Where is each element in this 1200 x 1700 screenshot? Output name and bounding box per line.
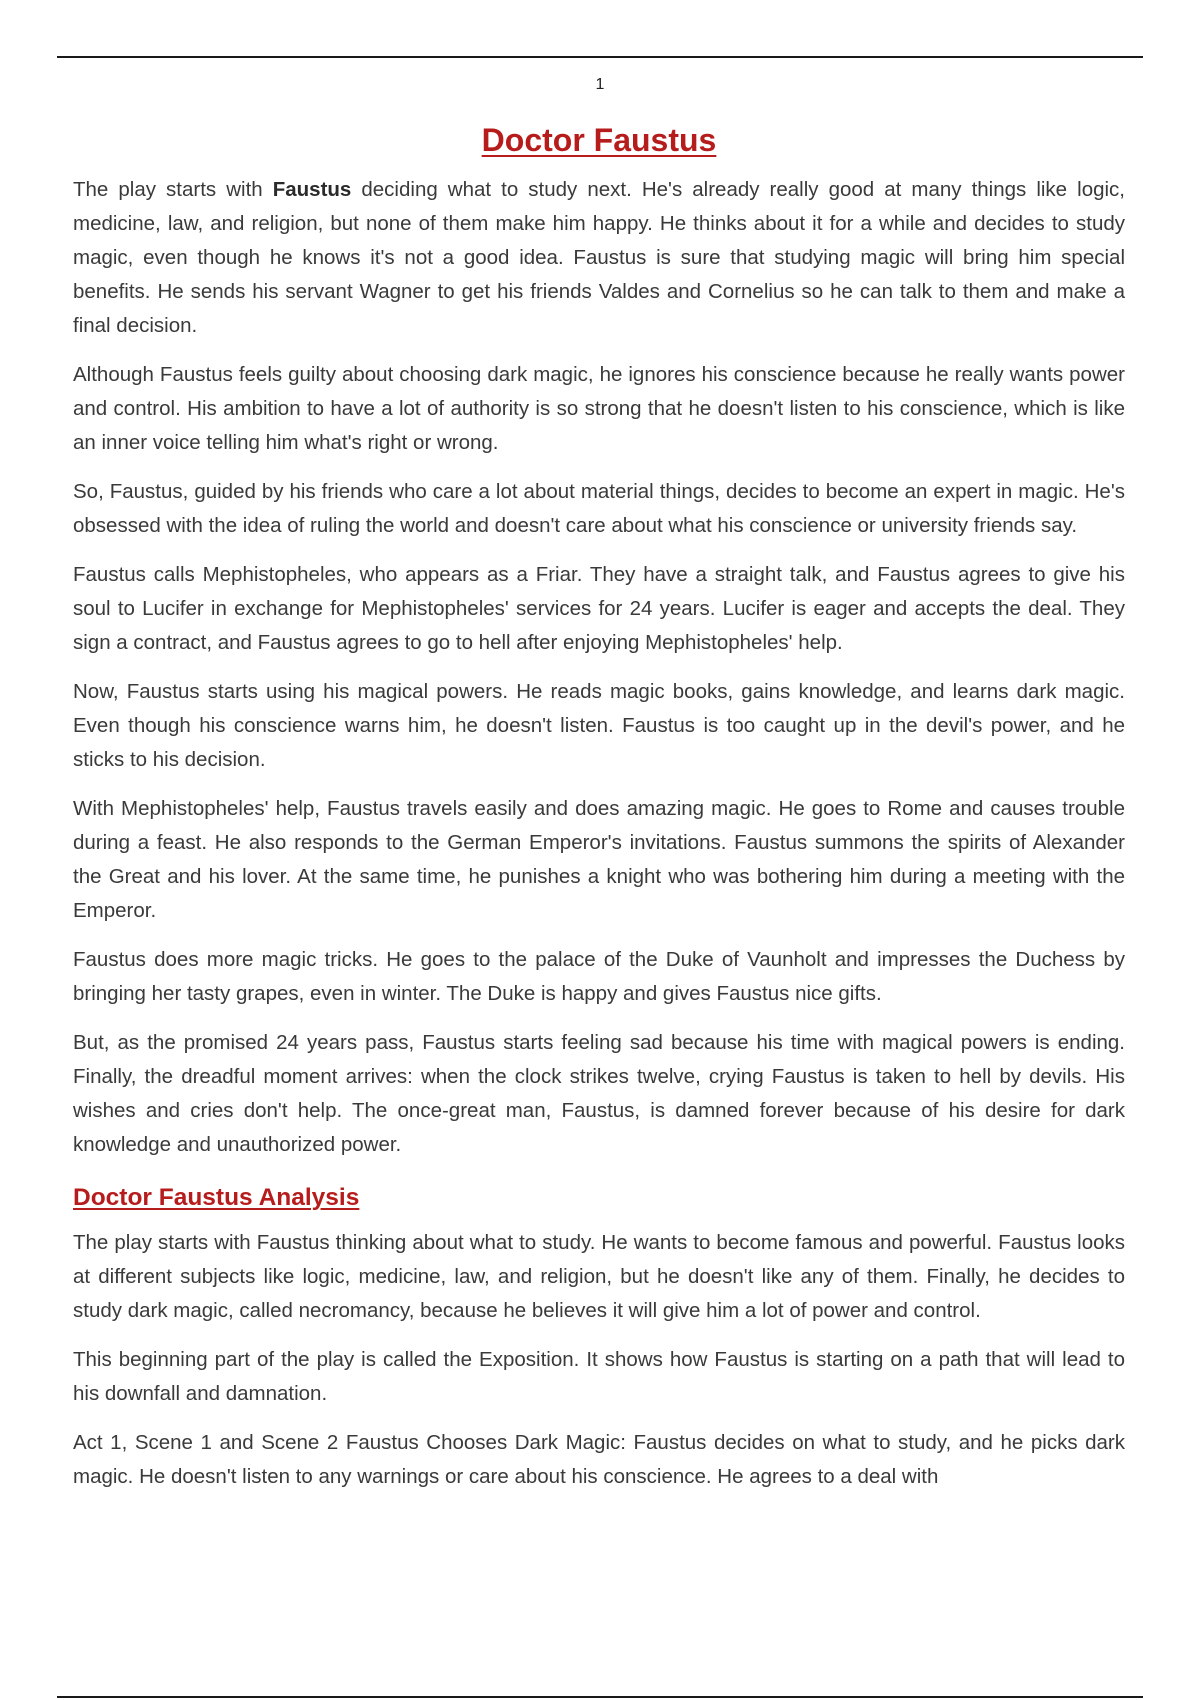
document-body <box>73 122 1125 1509</box>
analysis-paragraph: The play starts with Faustus thinking about what to study. He wants to become famous and powerful. Faustus looks at different subjects like logic, medicine, law, and religion, but he doesn't like any of them. Finally, he decides to study dark magic, called necromancy, because he believes it will give him a lot of power and control. <box>73 1231 1125 1322</box>
paragraph: Although Faustus feels guilty about choosing dark magic, he ignores his conscience because he really wants power and control. His ambition to have a lot of authority is so strong that he doesn't listen to his conscience, which is like an inner voice telling him what's right or wrong. <box>73 363 1125 454</box>
paragraph: Faustus calls Mephistopheles, who appears as a Friar. They have a straight talk, and Faustus agrees to give his soul to Lucifer in exchange for Mephistopheles' services for 24 years. Lucifer is eager and accepts the deal. They sign a contract, and Faustus agrees to go to hell after enjoying Mephistopheles' help. <box>73 563 1125 654</box>
intro-paragraph <box>73 173 1125 343</box>
paragraph: But, as the promised 24 years pass, Faustus starts feeling sad because his time with magical powers is ending. Finally, the dreadful moment arrives: when the clock strikes twelve, crying Faustus is taken to hell by devils. His wishes and cries don't help. The once-great man, Faustus, is damned forever because of his desire for dark knowledge and unauthorized power. <box>73 1031 1125 1156</box>
top-rule <box>57 56 1143 58</box>
analysis-paragraph: This beginning part of the play is called the Exposition. It shows how Faustus is starting on a path that will lead to his downfall and damnation. <box>73 1348 1125 1405</box>
intro-text-start: The play starts with <box>73 178 273 201</box>
document-title: Doctor Faustus <box>481 122 717 158</box>
paragraph: Faustus does more magic tricks. He goes to the palace of the Duke of Vaunholt and impresses the Duchess by bringing her tasty grapes, even in winter. The Duke is happy and gives Faustus nice gifts. <box>73 948 1125 1005</box>
analysis-paragraph: Act 1, Scene 1 and Scene 2 Faustus Chooses Dark Magic: Faustus decides on what to study, and he picks dark magic. He doesn't listen to any warnings or care about his conscience. He agrees to a deal with <box>73 1431 1125 1488</box>
intro-bold-name: Faustus <box>272 178 352 201</box>
page-number: 1 <box>595 76 605 93</box>
bottom-rule <box>57 1696 1143 1698</box>
analysis-heading: Doctor Faustus Analysis <box>73 1184 360 1211</box>
paragraph: So, Faustus, guided by his friends who care a lot about material things, decides to become an expert in magic. He's obsessed with the idea of ruling the world and doesn't care about what his conscience or university friends say. <box>73 480 1125 537</box>
paragraph: With Mephistopheles' help, Faustus travels easily and does amazing magic. He goes to Rome and causes trouble during a feast. He also responds to the German Emperor's invitations. Faustus summons the spirits of Alexander the Great and his lover. At the same time, he punishes a knight who was bothering him during a meeting with the Emperor. <box>73 797 1125 922</box>
intro-text-rest: deciding what to study next. He's already really good at many things like logic, medicine, law, and religion, but none of them make him happy. He thinks about it for a while and decides to study magic, even though he knows it's not a good idea. Faustus is sure that studying magic will bring him special benefits. He sends his servant Wagner to get his friends Valdes and Cornelius so he can talk to them and make a final decision. <box>73 178 1125 337</box>
paragraph: Now, Faustus starts using his magical powers. He reads magic books, gains knowledge, and learns dark magic. Even though his conscience warns him, he doesn't listen. Faustus is too caught up in the devil's power, and he sticks to his decision. <box>73 680 1125 771</box>
